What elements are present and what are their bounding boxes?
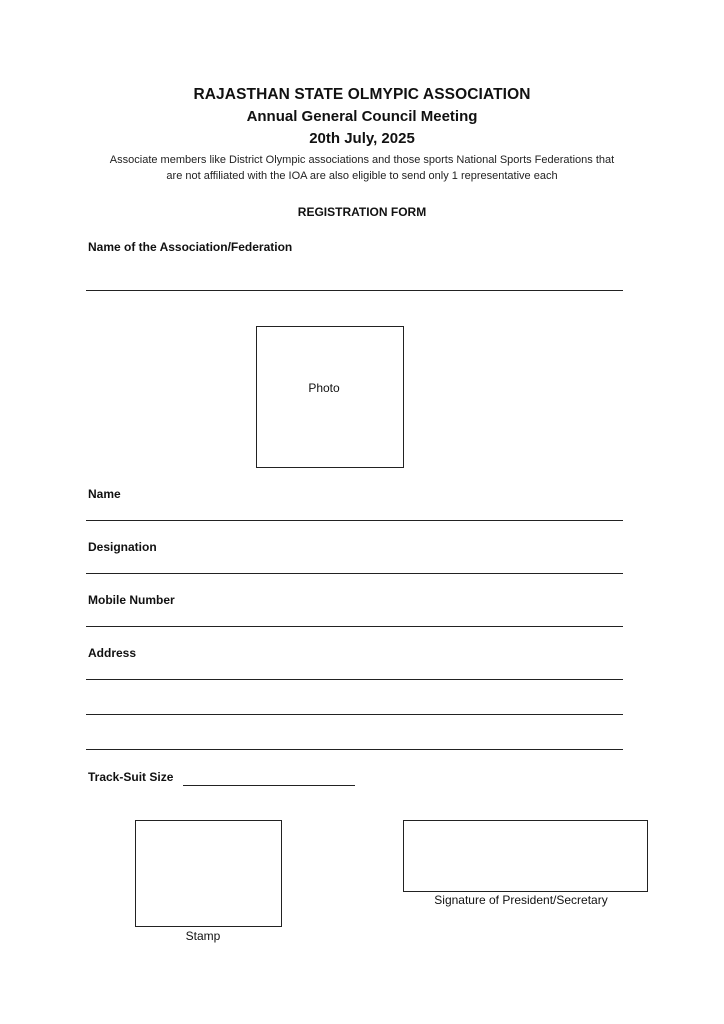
signature-box[interactable]	[403, 820, 648, 892]
address-field-line-3[interactable]	[86, 749, 623, 750]
tracksuit-field-line[interactable]	[183, 785, 355, 786]
signature-label: Signature of President/Secretary	[434, 893, 608, 907]
stamp-box[interactable]	[135, 820, 282, 927]
photo-box[interactable]	[256, 326, 404, 468]
mobile-label: Mobile Number	[88, 593, 175, 607]
stamp-label: Stamp	[185, 929, 221, 943]
eligibility-note-line-1: Associate members like District Olympic associations and those sports National Sports Federations that	[109, 154, 615, 166]
photo-label: Photo	[308, 381, 340, 395]
name-field-line[interactable]	[86, 520, 623, 521]
form-title: REGISTRATION FORM	[297, 205, 427, 219]
mobile-field-line[interactable]	[86, 626, 623, 627]
tracksuit-label: Track-Suit Size	[88, 770, 174, 784]
address-label: Address	[88, 646, 137, 660]
event-date: 20th July, 2025	[309, 130, 415, 147]
eligibility-note	[0, 152, 724, 184]
organization-title: RAJASTHAN STATE OLMYPIC ASSOCIATION	[193, 86, 531, 103]
address-field-line-1[interactable]	[86, 679, 623, 680]
association-field-line[interactable]	[86, 290, 623, 291]
eligibility-note-line-2: are not affiliated with the IOA are also eligible to send only 1 representative each	[166, 170, 558, 182]
designation-field-line[interactable]	[86, 573, 623, 574]
designation-label: Designation	[88, 540, 157, 554]
name-label: Name	[88, 487, 121, 501]
address-field-line-2[interactable]	[86, 714, 623, 715]
association-label: Name of the Association/Federation	[88, 240, 293, 254]
event-title: Annual General Council Meeting	[246, 108, 478, 125]
